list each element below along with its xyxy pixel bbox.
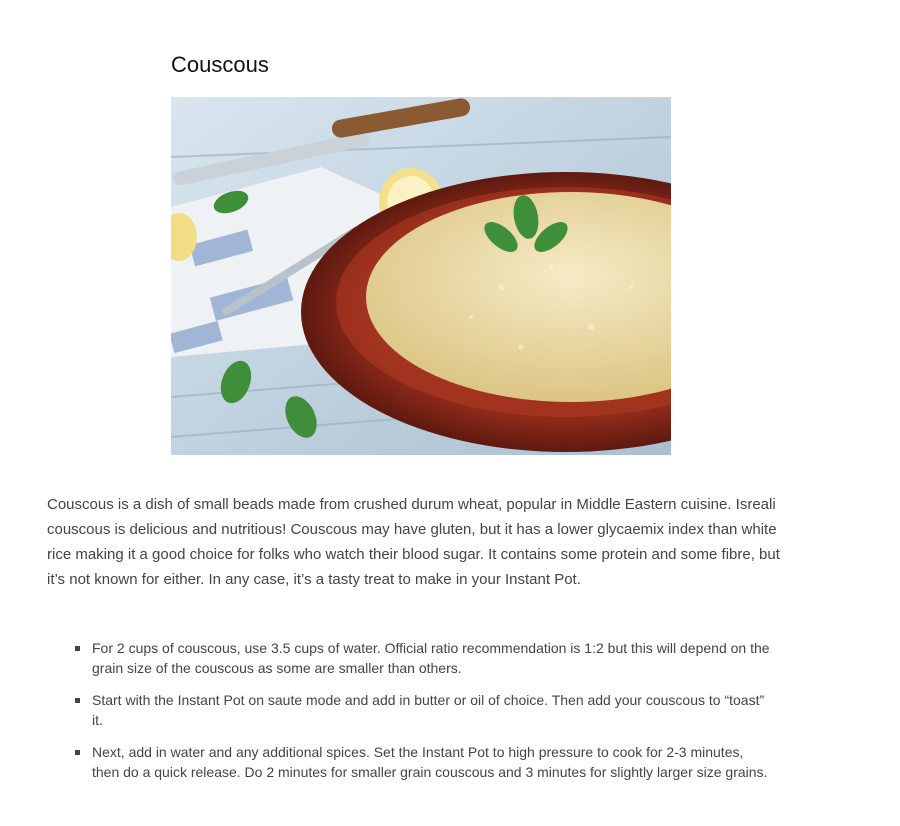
list-item: Start with the Instant Pot on saute mode and add in butter or oil of choice. Then add your couscous to “toast” it. — [72, 690, 772, 730]
intro-paragraph: Couscous is a dish of small beads made from crushed durum wheat, popular in Middle Eastern cuisine. Isreali couscous is delicious and nutritious! Couscous may have gluten, but it has a lower glycaemix index than white rice making it a good choice for folks who watch their blood sugar. It contains some protein and some fibre, but it’s not known for either. In any case, it’s a tasty treat to make in your Instant Pot. — [47, 496, 780, 588]
steps-list — [72, 638, 772, 794]
list-item: Next, add in water and any additional spices. Set the Instant Pot to high pressure to cook for 2-3 minutes, then do a quick release. Do 2 minutes for smaller grain couscous and 3 minutes for slightly larger size grains. — [72, 742, 772, 782]
article-title: Couscous — [171, 52, 269, 77]
list-item: For 2 cups of couscous, use 3.5 cups of water. Official ratio recommendation is 1:2 but this will depend on the grain size of the couscous as some are smaller than others. — [72, 638, 772, 678]
couscous-photo — [171, 97, 671, 455]
